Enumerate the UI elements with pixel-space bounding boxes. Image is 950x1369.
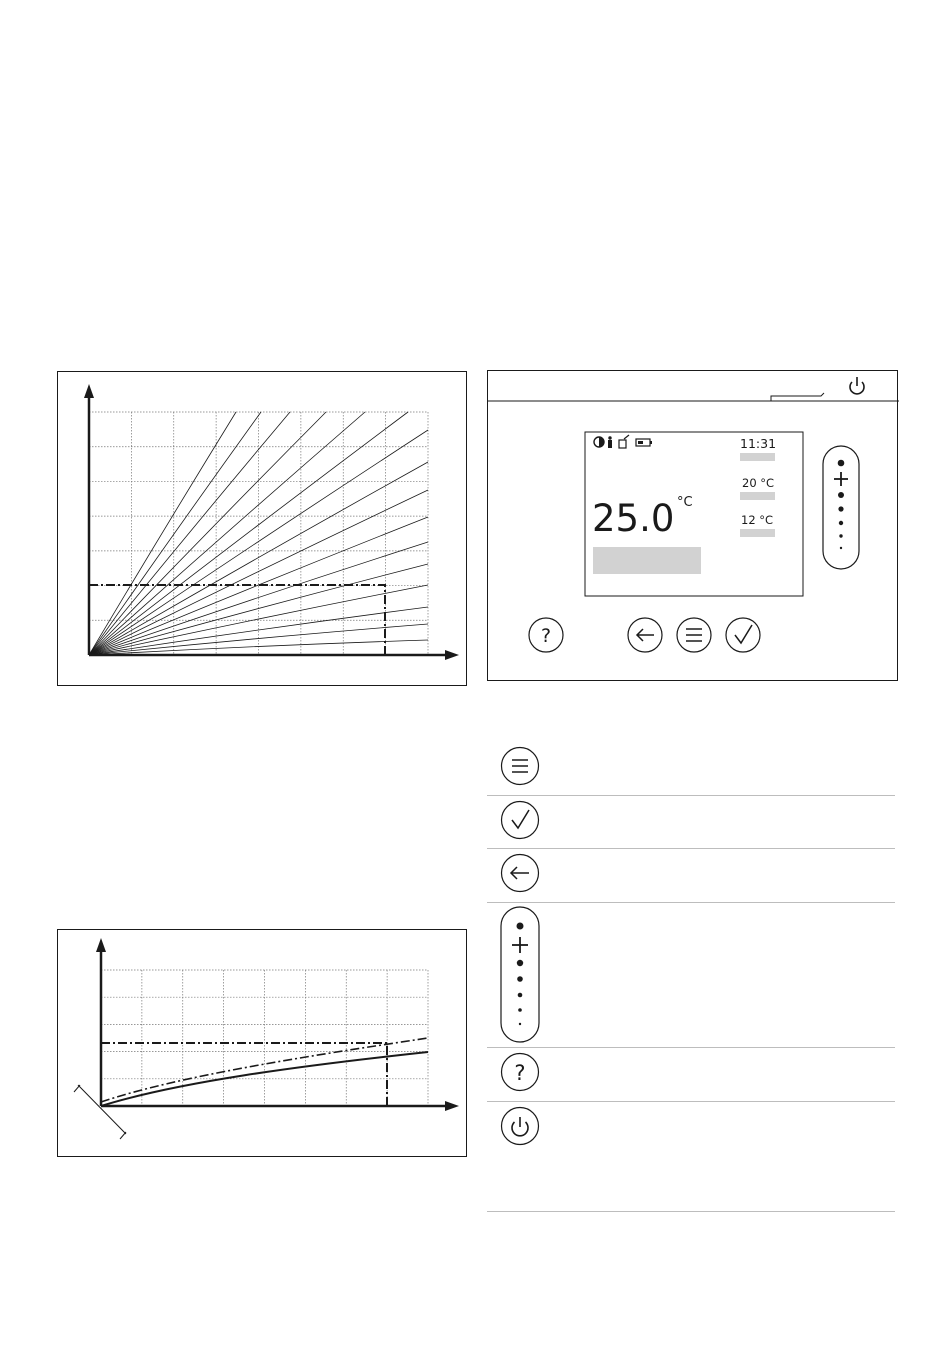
lcd-main-unit: °C bbox=[677, 495, 693, 510]
help-button[interactable] bbox=[529, 618, 563, 652]
offset-tick bbox=[120, 1132, 126, 1139]
lcd-time: 11:31 bbox=[740, 436, 777, 451]
chart-grid bbox=[89, 412, 428, 655]
x-axis-arrow bbox=[445, 650, 459, 660]
heating-curve bbox=[89, 412, 365, 655]
curve-offset-figure bbox=[57, 929, 467, 1157]
legend-divider bbox=[487, 848, 895, 849]
plus-minus-selector-icon[interactable] bbox=[823, 446, 859, 569]
back-button[interactable] bbox=[628, 618, 662, 652]
power-icon[interactable] bbox=[850, 377, 864, 394]
legend-help-button bbox=[500, 1052, 540, 1092]
x-axis-arrow bbox=[445, 1101, 459, 1111]
legend-back-button bbox=[500, 853, 540, 893]
legend-power-button bbox=[500, 1106, 540, 1146]
legend-confirm-button bbox=[500, 800, 540, 840]
lcd-main-temperature: 25.0 bbox=[592, 497, 675, 540]
chart-grid bbox=[101, 970, 428, 1106]
question-icon: ? bbox=[514, 1061, 526, 1085]
controller-panel bbox=[487, 370, 898, 681]
heating-curve bbox=[89, 412, 408, 655]
outdoor-bar bbox=[740, 529, 775, 537]
status-text-bar bbox=[593, 547, 701, 574]
curve-offset-chart bbox=[58, 930, 468, 1158]
legend-divider bbox=[487, 1101, 895, 1102]
legend-plus-minus-selector bbox=[500, 906, 540, 1043]
setpoint-bar bbox=[740, 492, 775, 500]
offset-tick bbox=[74, 1085, 80, 1092]
heating-curves-chart bbox=[58, 372, 468, 687]
legend-divider bbox=[487, 795, 895, 796]
legend-menu-button bbox=[500, 746, 540, 786]
legend-divider bbox=[487, 902, 895, 903]
lcd-outdoor-temperature: 12 °C bbox=[741, 513, 774, 527]
heating-curve bbox=[89, 412, 326, 655]
heating-curves-figure bbox=[57, 371, 467, 686]
legend-divider bbox=[487, 1047, 895, 1048]
heating-curve bbox=[89, 412, 261, 655]
power-button-slot bbox=[771, 393, 824, 401]
controller-panel-drawing bbox=[488, 371, 899, 682]
time-bar bbox=[740, 453, 775, 461]
legend-bottom-rule bbox=[487, 1211, 895, 1212]
person-icon bbox=[608, 436, 612, 448]
menu-button[interactable] bbox=[677, 618, 711, 652]
confirm-button[interactable] bbox=[726, 618, 760, 652]
y-axis-arrow bbox=[96, 938, 106, 952]
y-axis-arrow bbox=[84, 384, 94, 398]
question-icon: ? bbox=[540, 625, 552, 647]
lcd-setpoint-temperature: 20 °C bbox=[742, 476, 775, 490]
